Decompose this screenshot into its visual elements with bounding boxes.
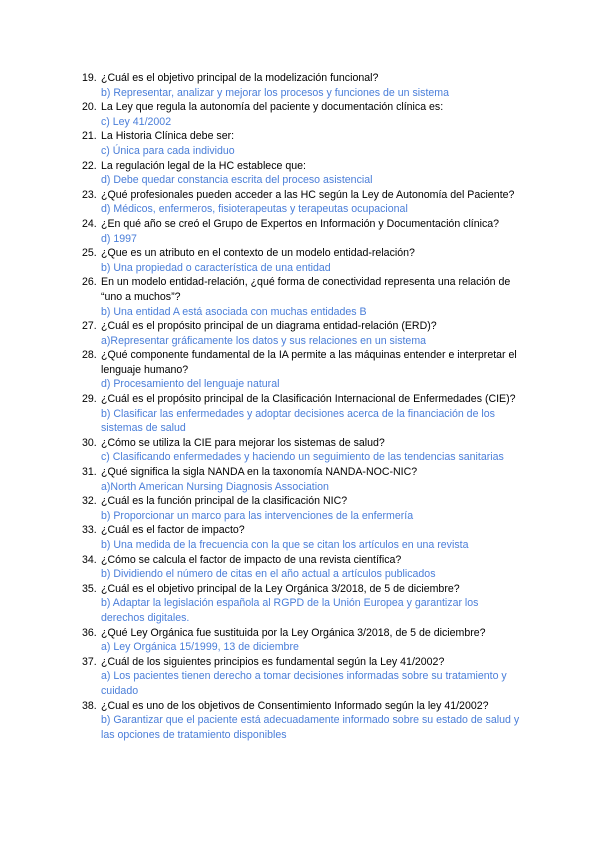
question-body [101, 494, 524, 523]
answer-text: b) Dividiendo el número de citas en el año actual a artículos publicados [101, 568, 436, 581]
answer-text: b) Una entidad A está asociada con muchas entidades B [101, 305, 367, 318]
question-item [82, 246, 524, 275]
question-item [82, 436, 524, 465]
question-text: ¿Que es un atributo en el contexto de un modelo entidad-relación? [101, 247, 415, 260]
question-item [82, 553, 524, 582]
question-body [101, 392, 524, 436]
question-number: 36. [82, 626, 97, 639]
question-number: 33. [82, 524, 97, 537]
question-item [82, 159, 524, 188]
question-body [101, 699, 524, 743]
question-item [82, 348, 524, 392]
question-text: ¿Cuál es el propósito principal de un diagrama entidad-relación (ERD)? [101, 320, 437, 333]
question-number: 30. [82, 436, 97, 449]
question-number: 34. [82, 553, 97, 566]
question-body [101, 246, 524, 275]
answer-text: d) Debe quedar constancia escrita del proceso asistencial [101, 174, 373, 187]
question-body [101, 100, 524, 129]
answer-text: c) Clasificando enfermedades y haciendo un seguimiento de las tendencias sanitarias [101, 451, 504, 464]
question-number: 20. [82, 101, 97, 114]
question-item [82, 494, 524, 523]
question-number: 37. [82, 655, 97, 668]
question-body [101, 553, 524, 582]
question-text: En un modelo entidad-relación, ¿qué forma de conectividad representa una relación de “uno a muchos”? [101, 276, 511, 303]
question-body [101, 523, 524, 552]
answer-text: a)Representar gráficamente los datos y sus relaciones en un sistema [101, 334, 427, 347]
question-number: 21. [82, 130, 97, 143]
question-item [82, 275, 524, 319]
question-body [101, 655, 524, 699]
answer-text: c) Única para cada individuo [101, 144, 235, 157]
question-text: ¿Cómo se utiliza la CIE para mejorar los sistemas de salud? [101, 436, 385, 449]
question-text: La regulación legal de la HC establece que: [101, 159, 306, 172]
question-text: ¿Cuál es el objetivo principal de la Ley Orgánica 3/2018, de 5 de diciembre? [101, 582, 460, 595]
question-item [82, 319, 524, 348]
question-number: 23. [82, 188, 97, 201]
question-text: ¿Qué profesionales pueden acceder a las HC según la Ley de Autonomía del Paciente? [101, 188, 515, 201]
question-text: ¿Cuál de los siguientes principios es fundamental según la Ley 41/2002? [101, 655, 445, 668]
answer-text: a) Los pacientes tienen derecho a tomar decisiones informadas sobre su tratamiento y cuidado [101, 670, 507, 697]
question-body [101, 129, 524, 158]
question-body [101, 159, 524, 188]
answer-text: b) Proporcionar un marco para las intervenciones de la enfermería [101, 509, 414, 522]
question-text: ¿Cual es uno de los objetivos de Consentimiento Informado según la ley 41/2002? [101, 699, 489, 712]
question-number: 22. [82, 159, 97, 172]
question-body [101, 348, 524, 392]
question-item [82, 655, 524, 699]
question-number: 27. [82, 320, 97, 333]
answer-text: c) Ley 41/2002 [101, 115, 172, 128]
question-item [82, 100, 524, 129]
answer-text: d) 1997 [101, 232, 137, 245]
question-number: 35. [82, 582, 97, 595]
question-number: 24. [82, 217, 97, 230]
question-body [101, 319, 524, 348]
question-text: La Ley que regula la autonomía del paciente y documentación clínica es: [101, 101, 444, 114]
answer-text: d) Procesamiento del lenguaje natural [101, 378, 280, 391]
answer-text: b) Una propiedad o característica de una entidad [101, 261, 331, 274]
answer-text: b) Una medida de la frecuencia con la que se citan los artículos en una revista [101, 539, 469, 551]
question-item [82, 626, 524, 655]
question-item [82, 188, 524, 217]
question-number: 28. [82, 349, 97, 362]
question-text: ¿Cuál es la función principal de la clasificación NIC? [101, 495, 348, 508]
question-body [101, 188, 524, 217]
question-body [101, 626, 524, 655]
question-item [82, 392, 524, 436]
question-body [101, 71, 524, 100]
question-item [82, 71, 524, 100]
question-text: ¿Cómo se calcula el factor de impacto de una revista científica? [101, 553, 402, 566]
question-item [82, 129, 524, 158]
question-body [101, 217, 524, 246]
question-number: 31. [82, 466, 97, 479]
question-list [82, 71, 524, 742]
question-number: 38. [82, 699, 97, 712]
answer-text: b) Adaptar la legislación española al RGPD de la Unión Europea y garantizar los derechos digitales. [101, 597, 479, 624]
question-body [101, 275, 524, 319]
question-text: ¿Cuál es el propósito principal de la Clasificación Internacional de Enfermedades (CIE)? [101, 393, 516, 406]
question-item [82, 699, 524, 743]
question-text: ¿Qué significa la sigla NANDA en la taxonomía NANDA-NOC-NIC? [101, 466, 418, 479]
question-item [82, 217, 524, 246]
question-item [82, 523, 524, 552]
answer-text: a)North American Nursing Diagnosis Association [101, 480, 329, 493]
question-number: 19. [82, 72, 97, 84]
question-text: ¿Qué componente fundamental de la IA permite a las máquinas entender e interpretar el lenguaje humano? [101, 349, 517, 376]
question-body [101, 582, 524, 626]
answer-text: a) Ley Orgánica 15/1999, 13 de diciembre [101, 641, 299, 654]
question-text: ¿Cuál es el objetivo principal de la modelización funcional? [101, 72, 379, 84]
question-text: ¿En qué año se creó el Grupo de Expertos en Información y Documentación clínica? [101, 217, 500, 230]
question-item [82, 582, 524, 626]
question-number: 26. [82, 276, 97, 289]
question-text: ¿Qué Ley Orgánica fue sustituida por la Ley Orgánica 3/2018, de 5 de diciembre? [101, 626, 486, 639]
answer-text: d) Médicos, enfermeros, fisioterapeutas y terapeutas ocupacional [101, 203, 408, 216]
question-number: 32. [82, 495, 97, 508]
question-number: 25. [82, 247, 97, 260]
question-body [101, 436, 524, 465]
answer-text: b) Clasificar las enfermedades y adoptar decisiones acerca de la financiación de los sistemas de salud [101, 407, 495, 435]
question-body [101, 465, 524, 494]
question-item [82, 465, 524, 494]
question-text: ¿Cuál es el factor de impacto? [101, 524, 245, 537]
question-text: La Historia Clínica debe ser: [101, 130, 235, 143]
answer-text: b) Garantizar que el paciente está adecuadamente informado sobre su estado de salud y las opciones de tratamiento disponibles [101, 714, 520, 741]
question-number: 29. [82, 393, 97, 406]
answer-text: b) Representar, analizar y mejorar los procesos y funciones de un sistema [101, 86, 449, 99]
